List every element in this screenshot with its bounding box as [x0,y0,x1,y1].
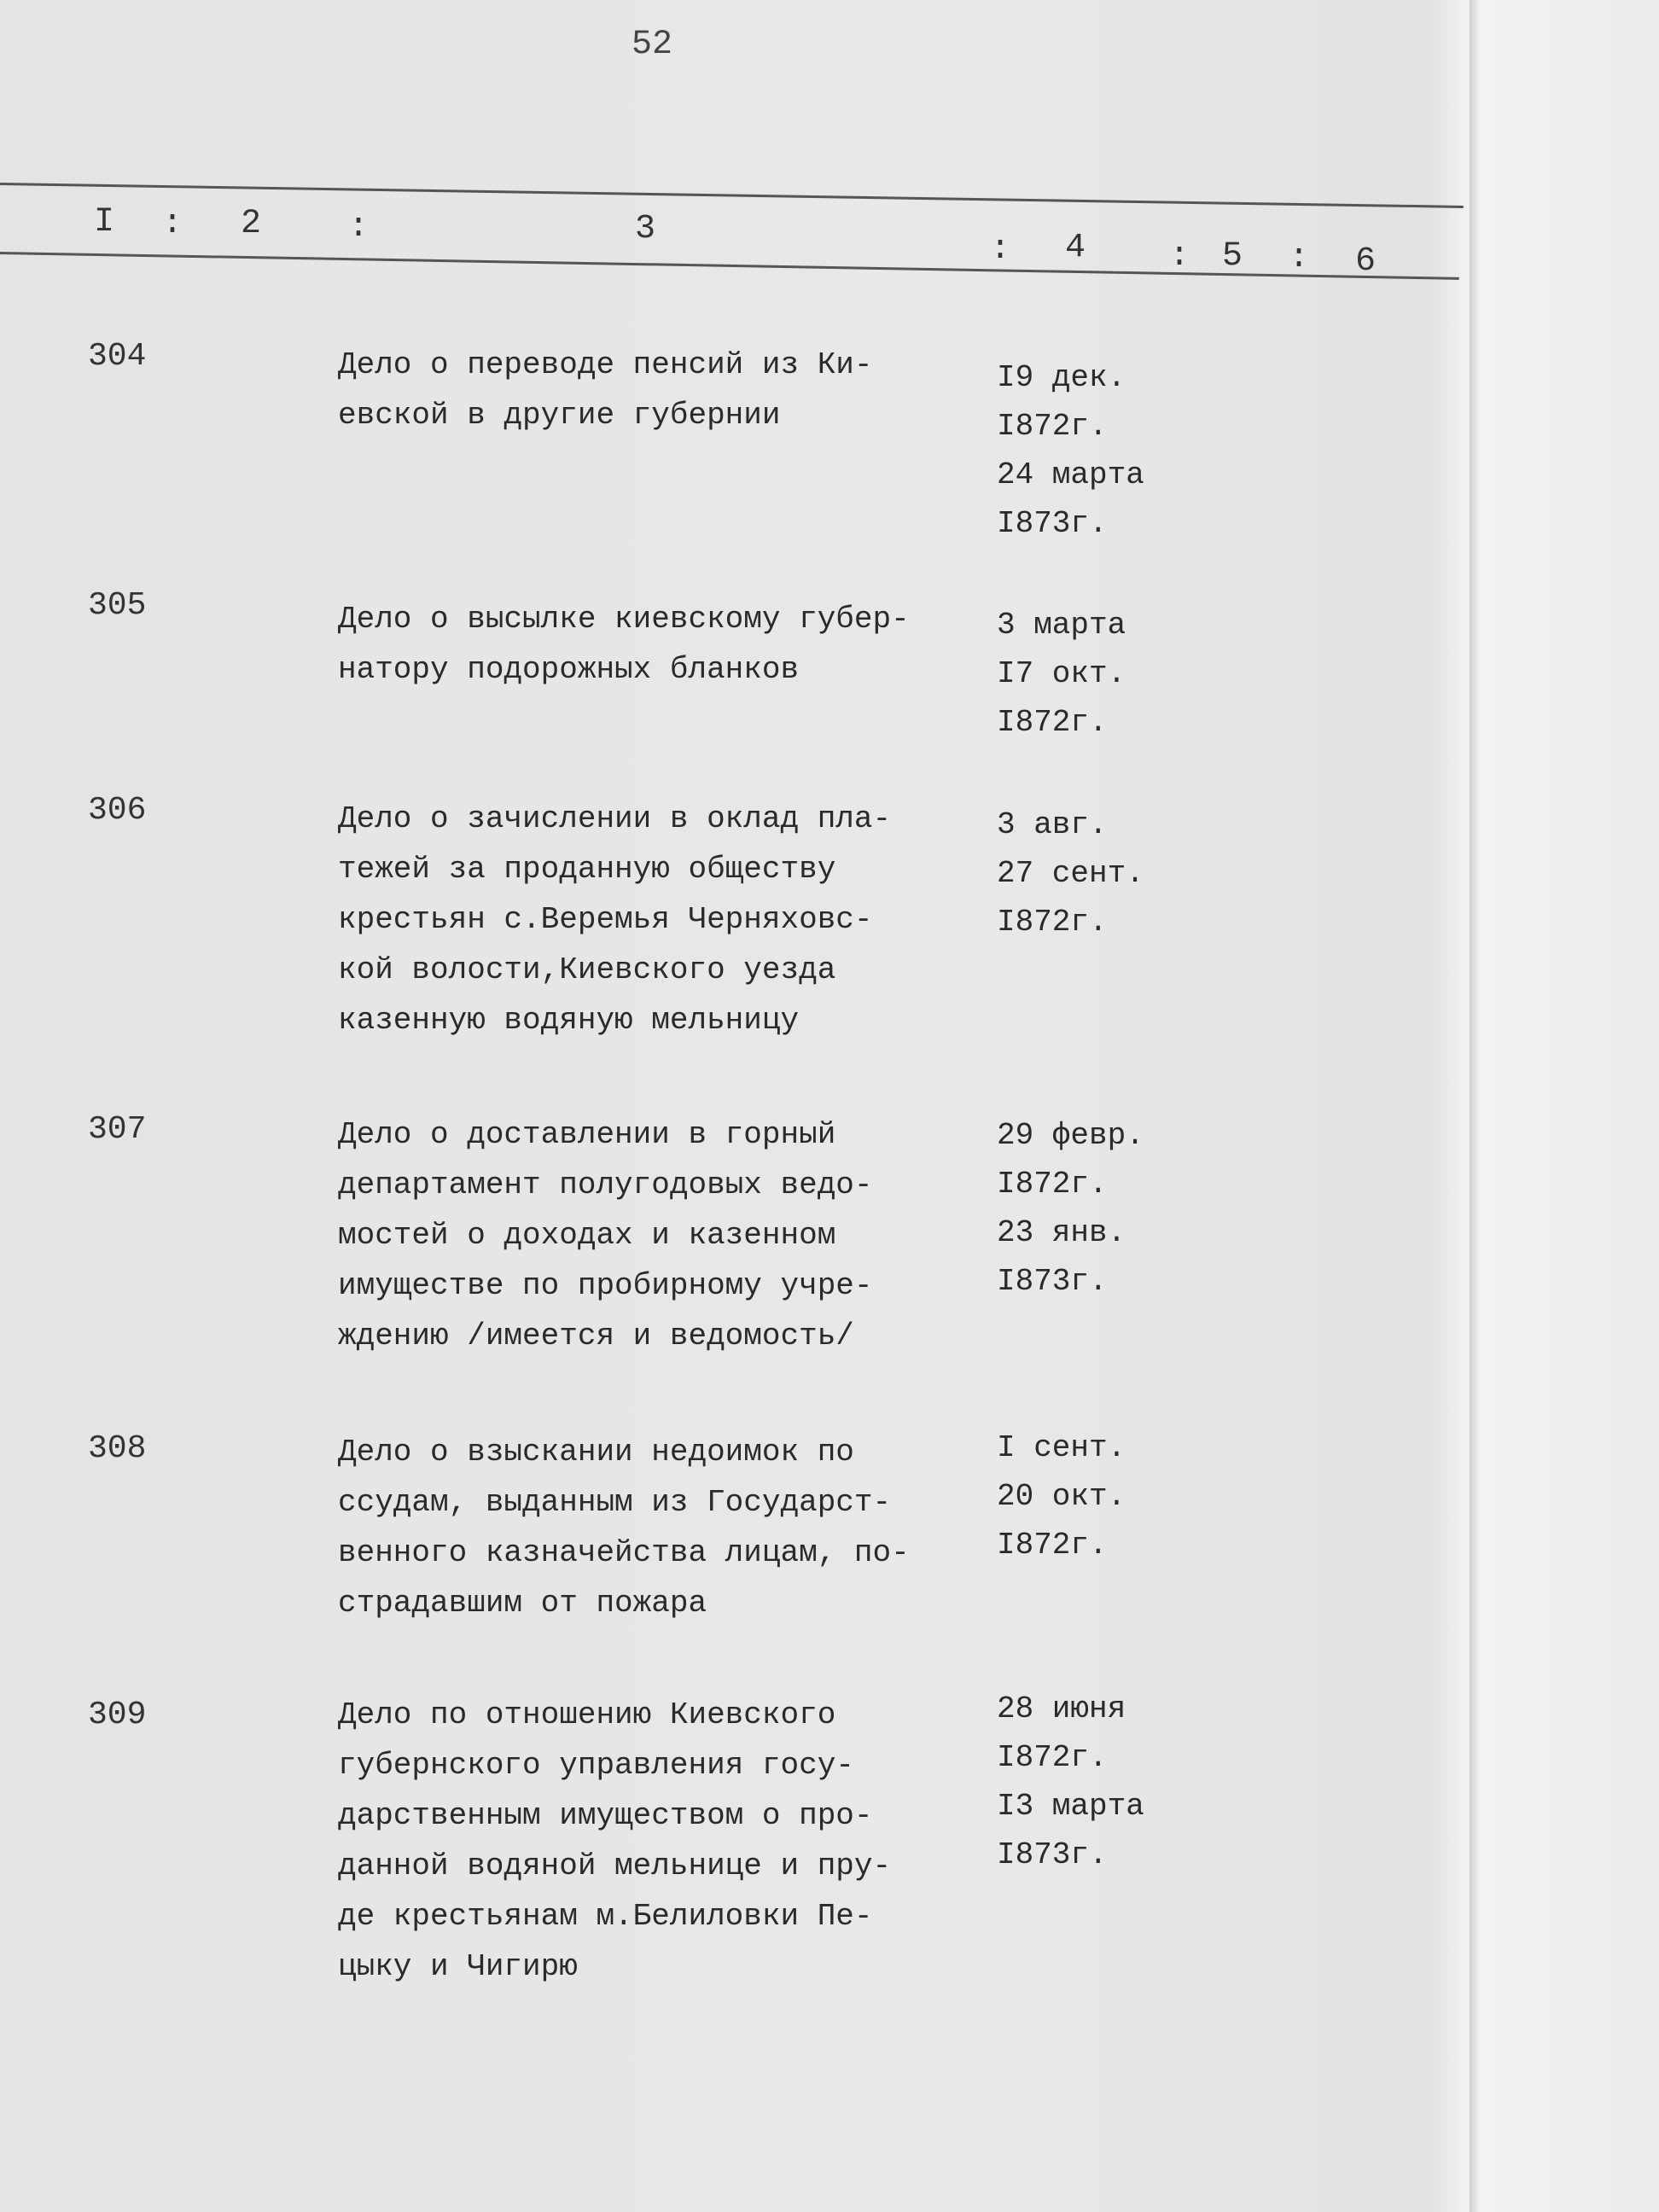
row-dates: 29 февр. I872г. 23 янв. I873г. [997,1118,1144,1299]
row-dates: 3 авг. 27 сент. I872г. [997,807,1144,940]
row-number: 305 [88,587,147,624]
column-header-separator: : [348,208,370,247]
column-header-3: 3 [635,210,656,248]
column-header-1: I [94,203,115,242]
row-description: Дело о переводе пенсий из Ки- евской в другие губернии [338,347,873,433]
page-edge [1470,0,1659,2212]
row-description: Дело о взыскании недоимок по ссудам, выданным из Государст- венного казначейства лицам, по- страдавшим от пожара [338,1435,910,1621]
row-number: 307 [88,1111,147,1148]
row-dates: 28 июня I872г. I3 марта I873г. [997,1691,1144,1872]
column-header-2: 2 [241,205,262,243]
row-description: Дело о зачислении в оклад пла- тежей за проданную обществу крестьян с.Веремья Черняховс- кой волости,Киевского уезда казенную водяную мельницу [338,801,892,1038]
row-dates: I сент. 20 окт. I872г. [997,1430,1126,1563]
column-header-6: 6 [1355,242,1377,281]
row-description: Дело о доставлении в горный департамент полугодовых ведо- мостей о доходах и казенном имуществе по пробирному учре- ждению /имеется и ведомость/ [338,1117,873,1353]
header-rule-top [0,183,1464,208]
column-header-5: 5 [1222,237,1243,276]
column-header-separator: : [1289,239,1310,277]
row-description: Дело о высылке киевскому губер- натору подорожных бланков [338,602,910,687]
column-header-separator: : [990,230,1011,269]
row-number: 304 [88,338,147,375]
row-dates: 3 марта I7 окт. I872г. [997,608,1126,740]
row-dates: I9 дек. I872г. 24 марта I873г. [997,360,1144,541]
row-number: 309 [88,1697,147,1733]
page-number: 52 [632,26,673,64]
column-header-separator: : [1169,237,1190,276]
column-header-4: 4 [1065,229,1086,267]
row-description: Дело по отношению Киевского губернского управления госу- дарственным имуществом о про- данной водяной мельнице и пру- де крестьянам м.Белиловки Пе- цыку и Чигирю [338,1697,892,1984]
row-number: 306 [88,792,147,829]
row-number: 308 [88,1430,147,1467]
column-header-separator: : [162,205,183,243]
